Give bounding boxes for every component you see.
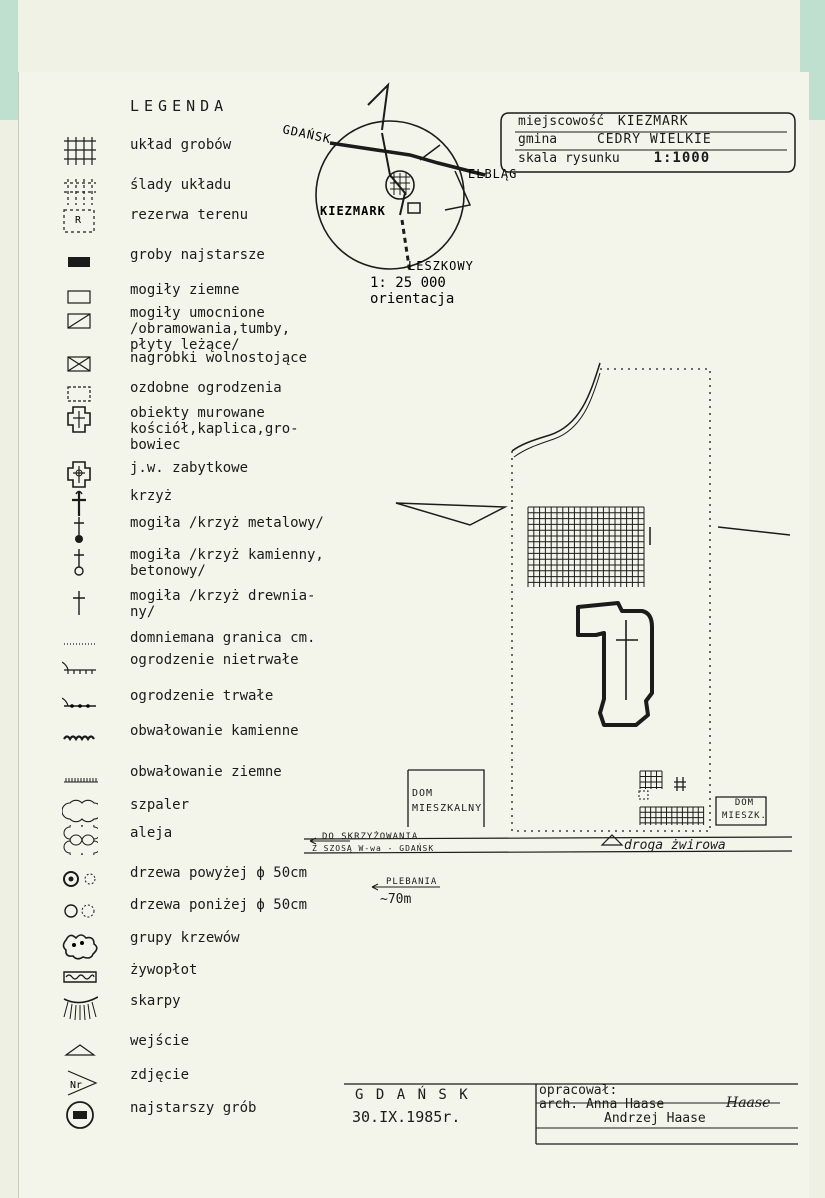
- footer-author-2: Andrzej Haase: [604, 1111, 706, 1126]
- info-scale-label: skala rysunku: [518, 151, 620, 166]
- oldest-grave-icon: [62, 1100, 98, 1130]
- grid-icon: [62, 137, 98, 167]
- masonry-icon: [62, 405, 98, 435]
- rectory-distance: ~70m: [380, 892, 412, 907]
- info-scale-value: 1:1000: [653, 150, 711, 166]
- wooden-cross-icon: [62, 588, 98, 618]
- bottom-grave-grid: [640, 807, 704, 825]
- stone-bank-icon: [62, 723, 98, 753]
- crossed-rect-icon: [62, 350, 98, 380]
- cross-icon: [62, 488, 98, 518]
- legend-label: obwałowanie ziemne: [130, 764, 282, 780]
- grave-traces-icon: [674, 777, 686, 791]
- legend-label: domniemana granica cm.: [130, 630, 316, 646]
- legend-label: skarpy: [130, 993, 181, 1009]
- legend-label: ogrodzenie nietrwałe: [130, 652, 299, 668]
- metal-cross-icon: [62, 515, 98, 545]
- photo-icon: [62, 1067, 98, 1097]
- path-west: [396, 503, 505, 525]
- orientation-scale: 1: 25 000: [370, 275, 446, 291]
- perm-fence-icon: [62, 688, 98, 718]
- hedge-icon: [62, 962, 98, 992]
- temp-fence-icon: [62, 652, 98, 682]
- legend-label: ślady układu: [130, 177, 232, 193]
- entrance-icon: [62, 1033, 98, 1063]
- road-gdansk-elblag: [330, 143, 485, 175]
- svg-text:Nr: Nr: [70, 1080, 83, 1091]
- earth-bank-icon: [62, 764, 98, 794]
- large-tree-icon: [62, 865, 98, 895]
- legend-label: drzewa powyżej ф 50cm: [130, 865, 308, 881]
- reserve-mark: [639, 791, 648, 799]
- legend-label: mogiły umocnione /obramowania,tumby, płyty leżące/: [130, 305, 291, 353]
- label-gdansk: GDAŃSK: [281, 122, 333, 147]
- alley-icon: [62, 825, 98, 855]
- footer-prepared: opracował:: [539, 1083, 618, 1098]
- slashed-rect-icon: [62, 305, 98, 335]
- footer-city: G D A Ń S K: [355, 1087, 470, 1103]
- slope-icon: [62, 993, 98, 1023]
- legend-label: j.w. zabytkowe: [130, 460, 249, 476]
- legend-label: drzewa poniżej ф 50cm: [130, 897, 308, 913]
- legend-label: najstarszy grób: [130, 1100, 257, 1116]
- label-leszkowy: LESZKOWY: [408, 259, 474, 273]
- info-place-label: miejscowość: [518, 114, 605, 129]
- legend-label: mogiła /krzyż kamienny, betonowy/: [130, 547, 324, 579]
- gravel-road-label: droga żwirowa: [624, 838, 726, 853]
- grid-traces-icon: [62, 177, 98, 207]
- cemetery-mark: [408, 203, 420, 213]
- entrance-icon: [602, 835, 622, 845]
- masonry-historic-icon: [62, 460, 98, 490]
- stone-cross-icon: [62, 547, 98, 577]
- legend-label: groby najstarsze: [130, 247, 265, 263]
- legend-label: żywopłot: [130, 962, 198, 978]
- legend-label: ozdobne ogrodzenia: [130, 380, 282, 396]
- house-left-label: DOM MIESZKALNY: [412, 788, 483, 814]
- filled-rect-icon: [62, 247, 98, 277]
- hedgerow-icon: [62, 797, 98, 827]
- path-east: [718, 527, 790, 535]
- legend-label: mogiła /krzyż drewnia- ny/: [130, 588, 316, 620]
- to-crossing-label: DO SKRZYŻOWANIA: [322, 832, 419, 842]
- to-crossing-label-2: Z SZOSĄ W-wa - GDAŃSK: [312, 844, 435, 853]
- legend-label: nagrobki wolnostojące: [130, 350, 308, 366]
- orientation-caption: orientacja: [370, 291, 455, 307]
- info-commune-label: gmina: [518, 132, 558, 147]
- legend-label: aleja: [130, 825, 173, 841]
- legend-label: mogiła /krzyż metalowy/: [130, 515, 324, 531]
- small-grave-grid: [640, 771, 662, 789]
- footer-signature: Haase: [726, 1095, 771, 1111]
- legend-label: rezerwa terenu: [130, 207, 249, 223]
- cemetery-hatch: [390, 173, 410, 195]
- legend-label: obiekty murowane kościół,kaplica,gro- bowiec: [130, 405, 299, 453]
- label-elblag: ELBLĄG: [468, 167, 518, 181]
- legend-label: obwałowanie kamienne: [130, 723, 299, 739]
- legend-label: krzyż: [130, 488, 173, 504]
- info-commune: [518, 132, 712, 147]
- legend-label: szpaler: [130, 797, 190, 813]
- legend-label: zdjęcie: [130, 1067, 190, 1083]
- boundary-curve-inner: [514, 373, 600, 457]
- legend-label: mogiły ziemne: [130, 282, 240, 298]
- info-place-value: KIEZMARK: [617, 114, 689, 129]
- footer-author-1: arch. Anna Haase: [539, 1097, 665, 1112]
- small-tree-icon: [62, 897, 98, 927]
- shrubs-icon: [62, 930, 98, 960]
- legend-label: grupy krzewów: [130, 930, 240, 946]
- svg-text:R: R: [75, 215, 82, 226]
- grave-grid: [528, 507, 644, 587]
- footer-date: 30.IX.1985r.: [352, 1108, 461, 1126]
- info-commune-value: CEDRY WIELKIE: [596, 132, 712, 147]
- sheet-behind: [18, 0, 800, 80]
- label-kiezmark: KIEZMARK: [320, 204, 386, 218]
- info-place: [518, 114, 689, 129]
- rectory-label: PLEBANIA: [386, 877, 438, 887]
- house-right-label: DOM MIESZK.: [722, 798, 767, 821]
- site-plan: [300, 355, 800, 915]
- legend-label: układ grobów: [130, 137, 232, 153]
- legend-title: LEGENDA: [130, 97, 229, 115]
- reserve-icon: [62, 207, 98, 237]
- church-outline: [578, 603, 652, 725]
- legend-label: wejście: [130, 1033, 190, 1049]
- legend-label: ogrodzenie trwałe: [130, 688, 274, 704]
- info-scale: [518, 150, 710, 166]
